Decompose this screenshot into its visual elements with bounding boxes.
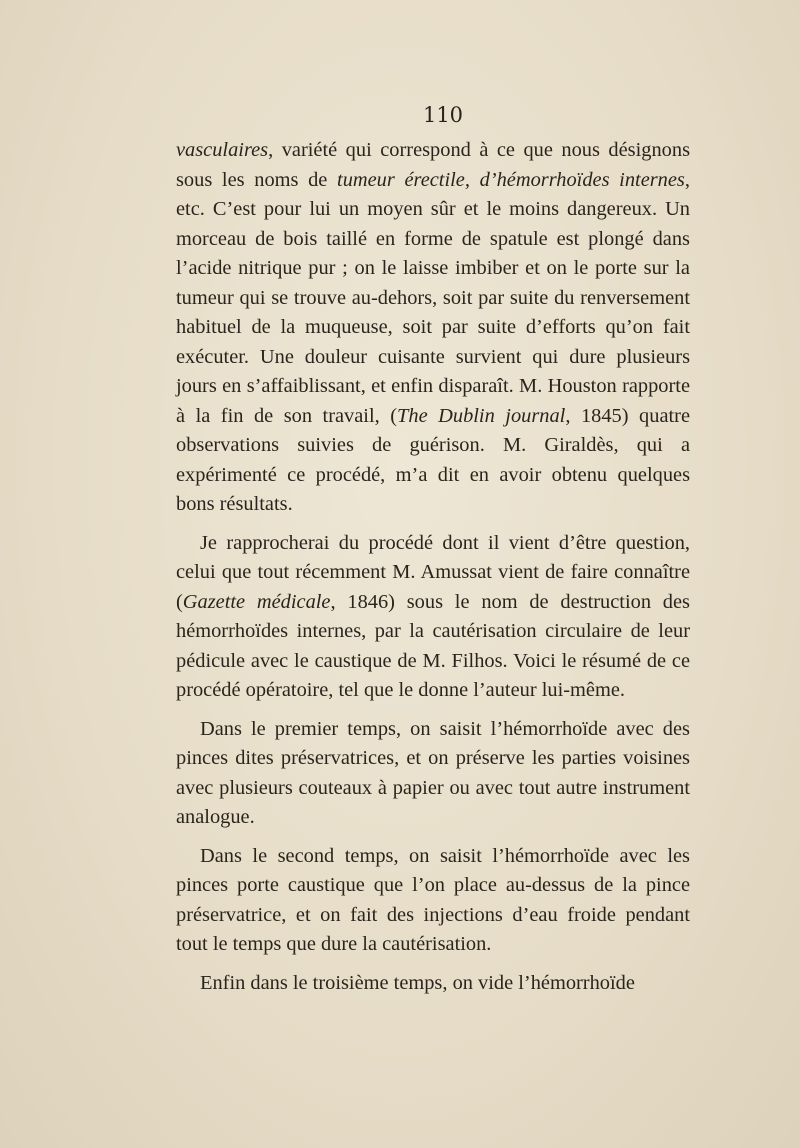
paragraph-4 <box>176 842 690 960</box>
text-segment: Dans le second temps, on saisit l’hémorrhoïde avec les pinces porte caustique que l’on place au-dessus de la pince préservatrice, et on fait des injections d’eau froide pendant tout le temps que dure la cautérisation. <box>176 844 690 955</box>
text-segment: , etc. C’est pour lui un moyen sûr et le moins dangereux. Un morceau de bois taillé en forme de spatule est plongé dans l’acide nitrique pur ; on le laisse imbiber et on le porte sur la tumeur qui se trouve au-dehors, soit par suite du renversement habituel de la muqueuse, soit par suite d’efforts qu’on fait exécuter. Une douleur cuisante survient qui dure plusieurs jours en s’affaiblissant, et enfin disparaît. M. Houston rapporte à la fin de son travail, ( <box>176 168 690 427</box>
text-segment: Enfin dans le troisième temps, on vide l’hémorrhoïde <box>200 971 635 994</box>
text-segment: Je rapprocherai du procédé dont il vient d’être question, celui que tout récemment M. Amussat vient de faire connaître ( <box>176 531 690 613</box>
paragraph-3 <box>176 715 690 833</box>
page-number: 110 <box>422 103 464 127</box>
text-segment: The Dublin journal <box>397 404 566 427</box>
text-segment: Dans le premier temps, on saisit l’hémorrhoïde avec des pinces dites préservatrices, et on préserve les parties voisines avec plusieurs couteaux à papier ou avec tout autre instrument analogue. <box>176 717 690 828</box>
text-segment: , 1846) sous le nom de destruction des hémorrhoïdes internes, par la cautérisation circulaire de leur pédicule avec le caustique de M. Filhos. Voici le résumé de ce procédé opératoire, tel que le donne l’auteur lui-même. <box>176 590 690 701</box>
paragraph-2 <box>176 529 690 706</box>
text-segment: vasculaires <box>176 139 269 161</box>
paragraph-1 <box>176 136 690 520</box>
text-segment: , variété qui correspond à ce que nous désignons sous les noms de <box>176 139 690 191</box>
text-segment: , 1845) quatre observations suivies de guérison. M. Giraldès, qui a expérimenté ce procédé, m’a dit en avoir obtenu quelques bons résultats. <box>176 404 691 515</box>
body-text <box>176 136 690 998</box>
text-segment: Gazette médicale <box>182 590 331 613</box>
text-segment: tumeur érectile, d’hémorrhoïdes internes <box>337 168 685 191</box>
paragraph-5 <box>176 969 690 999</box>
